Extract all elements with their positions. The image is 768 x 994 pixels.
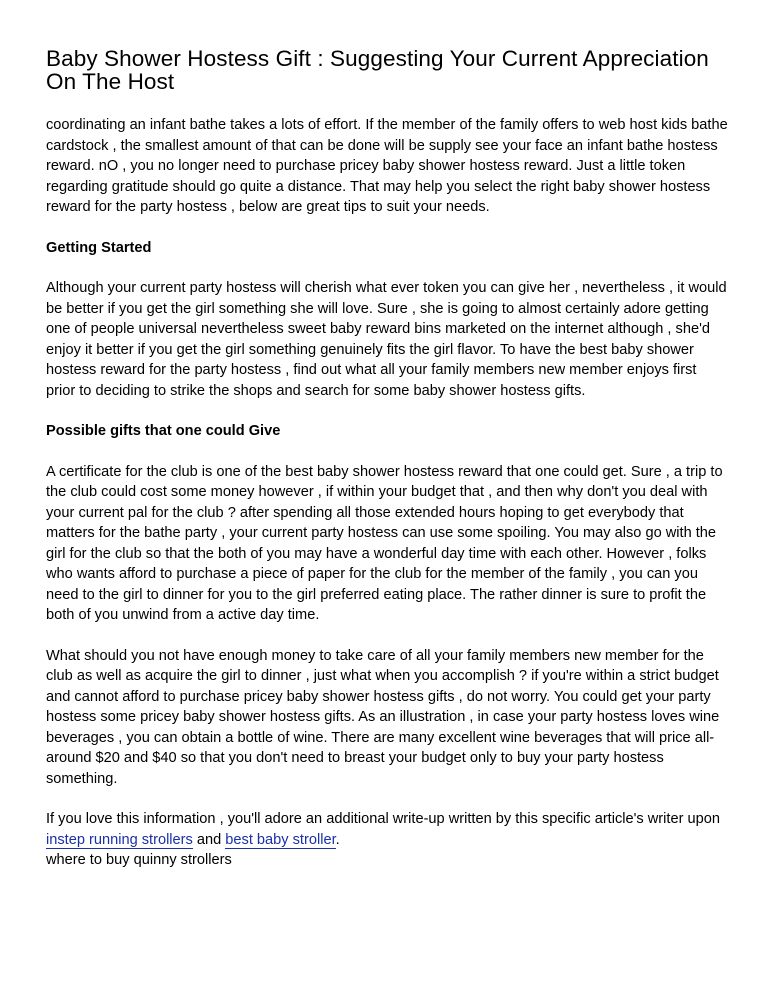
section-paragraph: Although your current party hostess will cherish what ever token you can give her , nevertheless , it would be better if you get the girl something she will love. Sure , she is going to almost certainly adore getting one of people universal nevertheless sweet baby reward bins marketed on the internet although , she'd enjoy it better if you get the girl something genuinely fits the girl flavor. To have the best baby shower hostess reward for the party hostess , find out what all your family members new member enjoys first prior to deciding to strike the shops and search for some baby shower hostess gifts.: [46, 280, 727, 399]
section-paragraph: A certificate for the club is one of the best baby shower hostess reward that one could get. Sure , a trip to the club could cost some money however , if within your budget that , and then why don't you deal with your current pal for the club ? after spending all those extended hours hoping to get everybody that matters for the bathe party , your current party hostess can use some spoiling. You may also go with the girl for the club so that the both of you may have a wonderful day time with each other. However , folks who wants afford to purchase a piece of paper for the club for the member of the family , you can you need to the girl to dinner for you to the girl preferred eating place. The rather dinner is sure to profit the both of you unwind from a active day time.: [46, 463, 723, 623]
closing-paragraph: [46, 809, 728, 850]
link-instep-running-strollers[interactable]: instep running strollers: [46, 831, 193, 848]
link-best-baby-stroller[interactable]: best baby stroller: [225, 831, 336, 848]
closing-last-line: where to buy quinny strollers: [46, 852, 232, 868]
section-paragraph: What should you not have enough money to take care of all your family members new member for the club as well as acquire the girl to dinner , just what when you accomplish ? if you're within a strict budget and cannot afford to purchase pricey baby shower hostess gifts , do not worry. You could get your party hostess some pricey baby shower hostess gifts. As an illustration , in case your party hostess loves wine beverages , you can obtain a bottle of wine. There are many excellent wine beverages that will price all-around $20 and $40 so that you don't need to breast your budget only to buy your party hostess something.: [46, 647, 720, 787]
closing-text-before: If you love this information , you'll adore an additional write-up written by this specific article's writer upon: [46, 811, 720, 827]
closing-text-after: .: [335, 831, 340, 848]
page-title: Baby Shower Hostess Gift : Suggesting Your Current Appreciation On The Host: [46, 46, 709, 94]
intro-paragraph: coordinating an infant bathe takes a lots of effort. If the member of the family offers to web host kids bathe cardstock , the smallest amount of that can be done will be supply see your face an infant bathe hostess reward. nO , you no longer need to purchase pricey baby shower hostess reward. Just a little token regarding gratitude should go quite a distance. That may help you select the right baby shower hostess reward for the party hostess , below are great tips to suit your needs.: [46, 117, 728, 215]
section-heading-possible-gifts: Possible gifts that one could Give: [46, 423, 281, 439]
closing-text-between: and: [192, 831, 226, 848]
section-heading-getting-started: Getting Started: [46, 239, 152, 256]
